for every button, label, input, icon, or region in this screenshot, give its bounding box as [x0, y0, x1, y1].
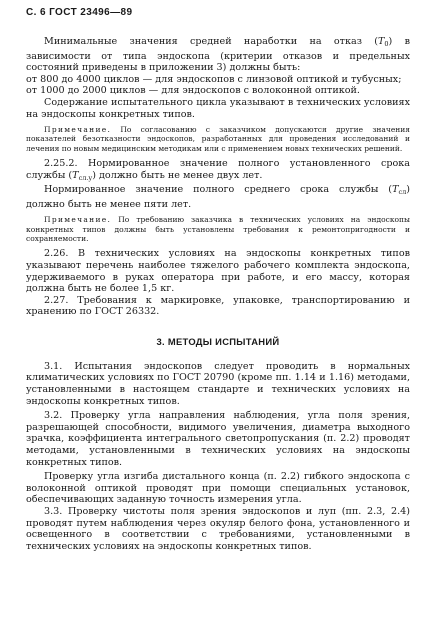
symbol-t: T — [377, 36, 385, 47]
note-label: Примечание. — [44, 125, 112, 135]
paragraph-bend-angle: Проверку угла изгиба дистального конца (п. 2.2) гибкого эндоскопа с волоконной оптикой проводят при помощи специальных установок, обеспечивающих заданную точность измерения угла. — [26, 471, 410, 506]
paragraph-3-2: 3.2. Проверку угла направления наблюдения, угла поля зрения, разрешающей способности, видимого увеличения, диаметра выходного зрачка, коэффициента интегрального светопропускания (п. 2.2) проводят методами, установленными в технических условиях на эндоскопы конкретных типов. — [26, 410, 410, 468]
text-segment: 2.25.2. Нормированное значение полного установленного срока службы ( — [26, 158, 410, 181]
paragraph-3-1: 3.1. Испытания эндоскопов следует проводить в нормальных климатических условиях по ГОСТ 20790 (кроме пп. 1.14 и 1.16) методами, установленными в настоящем стандарте и технических условиях на эндоскопы конкретных типов. — [26, 360, 410, 407]
text-segment: ) должно быть не менее двух лет. — [92, 169, 263, 181]
text-segment: Минимальные значения средней наработки на отказ ( — [44, 36, 378, 47]
note-text: По согласованию с заказчиком допускаются другие значения показателей безотказности эндоскопов, разработанных для проведения исследований и лечения по новым медицинским методикам или с применением новых технических решений. — [26, 125, 410, 153]
note-maintainability — [26, 215, 410, 243]
list-item-lens-optics: от 800 до 4000 циклов — для эндоскопов с линзовой оптикой и тубусных; — [26, 73, 402, 85]
paragraph-2-27: 2.27. Требования к маркировке, упаковке, транспортированию и хранению по ГОСТ 26332. — [26, 294, 410, 318]
note-label: Примечание. — [44, 215, 112, 225]
symbol-subscript: сл.у — [78, 173, 93, 182]
symbol-t: T — [72, 169, 79, 181]
text-segment: Нормированное значение полного среднего срока службы ( — [44, 184, 393, 196]
symbol-subscript: 0 — [384, 40, 389, 48]
paragraph-3-3: 3.3. Проверку чистоты поля зрения эндоскопов и луп (пп. 2.3, 2.4) проводят путем наблюдения через окуляр белого фона, установленного и освещенного в соответствии с требованиями, установленными в технических условиях на эндоскопы конкретных типов. — [26, 506, 410, 552]
paragraph-test-cycle: Содержание испытательного цикла указывают в технических условиях на эндоскопы конкретных типов. — [26, 96, 410, 120]
note-reliability — [26, 125, 410, 153]
note-text: По требованию заказчика в технических условиях на эндоскопы конкретных типов должны быть установлены требования к ремонтопригодности и сохраняемости. — [26, 215, 410, 244]
symbol-t: T — [392, 184, 399, 196]
page-header: С. 6 ГОСТ 23496—89 — [26, 7, 133, 18]
section-title: 3. МЕТОДЫ ИСПЫТАНИЙ — [156, 335, 280, 347]
paragraph-2-25-2 — [26, 158, 410, 184]
paragraph-2-26: 2.26. В технических условиях на эндоскопы конкретных типов указывают перечень наиболее тяжелого рабочего комплекта эндоскопа, удерживаемого в руках оператора при работе, и его массу, которая должна быть не более 1,5 кг. — [26, 248, 410, 295]
paragraph-mtbf — [26, 36, 410, 74]
text-segment: ) должно быть не менее пяти лет. — [26, 184, 410, 210]
text-segment: ) в зависимости от типа эндоскопа (критерии отказов и предельных состояний приведены в приложении 3) должны быть: — [26, 36, 410, 74]
paragraph-full-service-life — [26, 184, 410, 210]
symbol-subscript: сл — [398, 188, 407, 197]
list-item-fiber-optics: от 1000 до 2000 циклов — для эндоскопов с волоконной оптикой. — [26, 85, 360, 97]
